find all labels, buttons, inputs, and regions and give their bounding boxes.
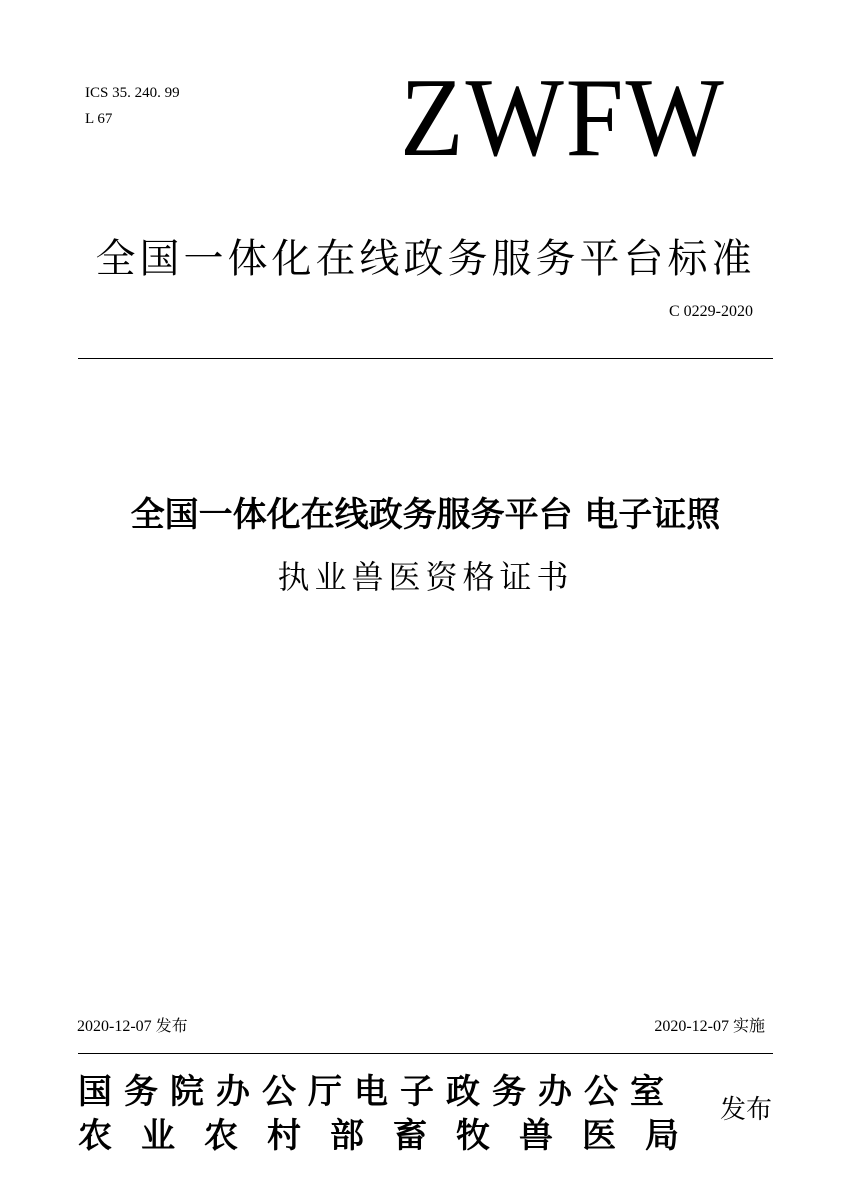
ics-code: ICS 35. 240. 99: [85, 85, 180, 101]
publish-date: 2020-12-07 发布: [77, 1018, 188, 1035]
document-subtitle: 执业兽医资格证书: [277, 558, 574, 596]
issuer-line-1: 国务院办公厅电子政务办公室: [78, 1072, 676, 1112]
classification-code: L 67: [85, 111, 113, 127]
bottom-divider: [78, 1053, 773, 1054]
publish-label: 发布: [720, 1095, 773, 1125]
top-divider: [78, 358, 773, 359]
implementation-date: 2020-12-07 实施: [654, 1018, 765, 1035]
document-title: 全国一体化在线政务服务平台 电子证照: [130, 495, 721, 535]
standard-name: 全国一体化在线政务服务平台标准: [95, 236, 756, 282]
standard-number: C 0229-2020: [669, 303, 753, 320]
issuer-line-2: 农业农村部畜牧兽医局: [78, 1116, 708, 1156]
zwfw-logo: ZWFW: [400, 56, 726, 180]
